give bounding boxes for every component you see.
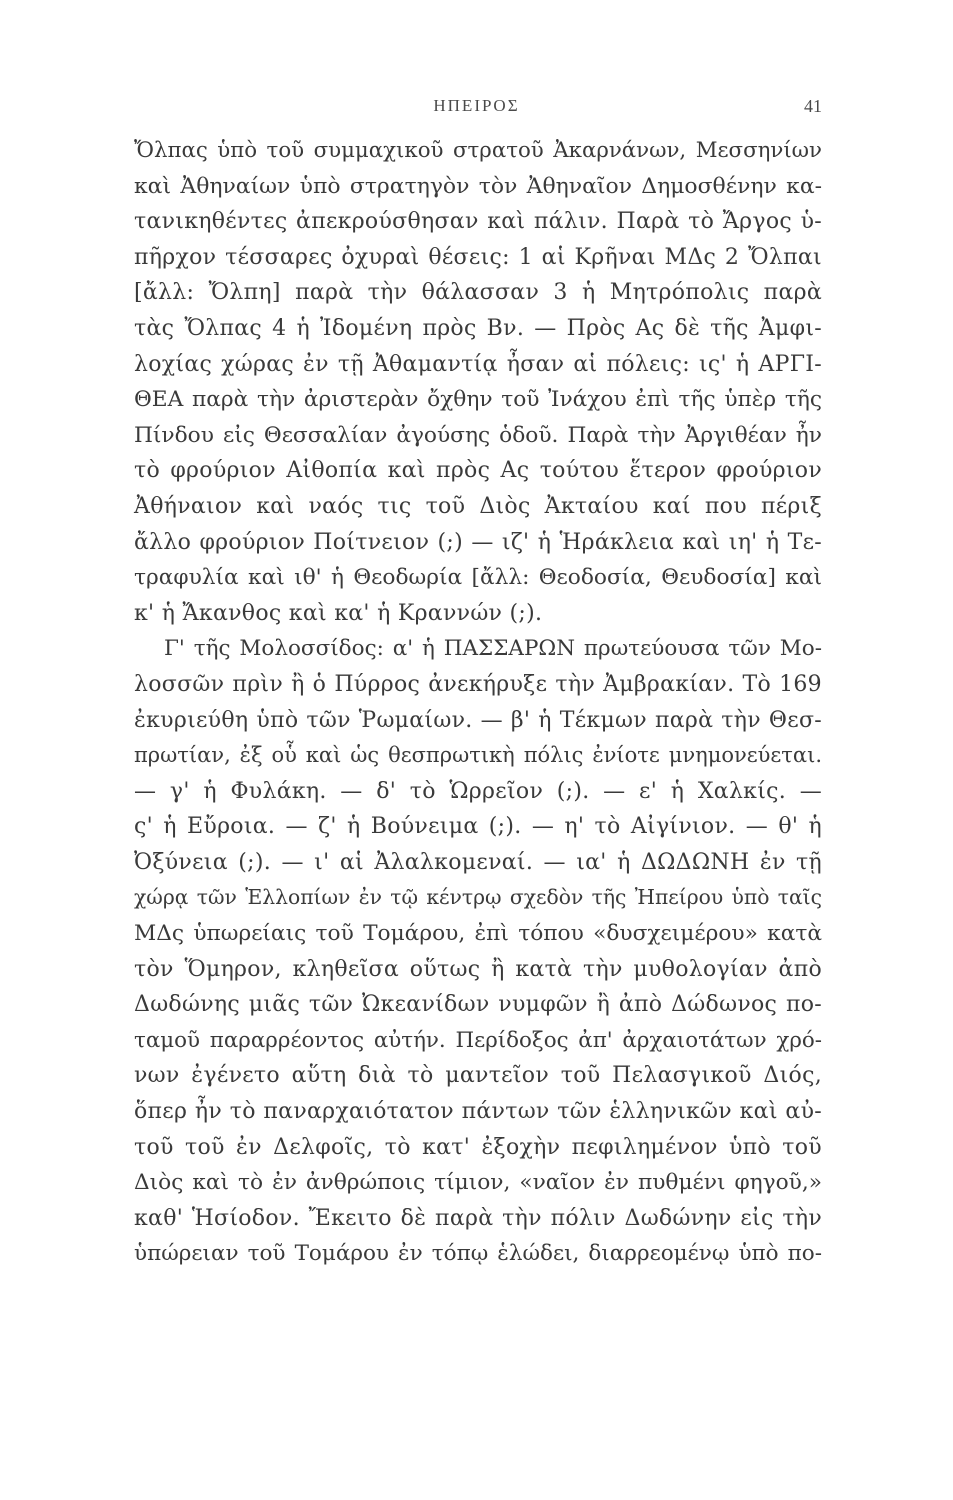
text-line: [ἄλλ: Ὄλπη] παρὰ τὴν θάλασσαν 3 ἡ Μητρόπολις παρὰ — [134, 280, 822, 306]
text-line: — γ' ἡ Φυλάκη. — δ' τὸ Ὡρρεῖον (;). — ε' ἡ Χαλκίς. — — [134, 778, 822, 804]
text-line: τὰς Ὄλπας 4 ἡ Ἰδομένη πρὸς Βν. — Πρὸς Ας δὲ τῆς Ἀμφι- — [134, 315, 822, 341]
text-line: Δωδώνης μιᾶς τῶν Ὠκεανίδων νυμφῶν ἢ ἀπὸ Δώδωνος πο- — [134, 992, 822, 1018]
text-line: καθ' Ἡσίοδον. Ἔκειτο δὲ παρὰ τὴν πόλιν Δωδώνην εἰς τὴν — [134, 1205, 822, 1231]
text-line: Ἀθήναιον καὶ ναός τις τοῦ Διὸς Ἀκταίου καί που πέριξ — [134, 493, 822, 519]
text-line: λοχίας χώρας ἐν τῇ Ἀθαμαντίᾳ ἦσαν αἱ πόλεις: ις' ἡ ΑΡΓΙ- — [134, 351, 822, 377]
text-line: Διὸς καὶ τὸ ἐν ἀνθρώποις τίμιον, «ναῖον ἐν πυθμένι φηγοῦ,» — [134, 1170, 822, 1196]
text-line: ς' ἡ Εὔροια. — ζ' ἡ Βούνειμα (;). — η' τὸ Αἰγίνιον. — θ' ἡ — [134, 814, 822, 840]
text-line: ὑπώρειαν τοῦ Τομάρου ἐν τόπῳ ἑλώδει, διαρρεομένῳ ὑπὸ πο- — [134, 1241, 822, 1267]
text-line: πρωτίαν, ἐξ οὗ καὶ ὡς θεσπρωτικὴ πόλις ἐνίοτε μνημονεύεται. — [134, 743, 822, 768]
text-line: τανικηθέντες ἀπεκρούσθησαν καὶ πάλιν. Παρὰ τὸ Ἄργος ὑ- — [134, 209, 822, 235]
text-line: πῆρχον τέσσαρες ὀχυραὶ θέσεις: 1 αἱ Κρῆναι ΜΔς 2 Ὄλπαι — [134, 244, 822, 270]
text-line: κ' ἡ Ἄκανθος καὶ κα' ἡ Κραννών (;). — [134, 600, 543, 626]
text-line: Ὄλπας ὑπὸ τοῦ συμμαχικοῦ στρατοῦ Ἀκαρνάνων, Μεσσηνίων — [134, 138, 822, 163]
running-head-title: ΗΠΕΙΡΟΣ — [433, 96, 520, 115]
body-text — [134, 133, 822, 1272]
running-head — [0, 96, 953, 126]
text-line: ὅπερ ἦν τὸ παναρχαιότατον πάντων τῶν ἑλληνικῶν καὶ αὐ- — [134, 1099, 822, 1125]
text-line: λοσσῶν πρὶν ἢ ὁ Πύρρος ἀνεκήρυξε τὴν Ἀμβρακίαν. Τὸ 169 — [134, 671, 822, 697]
text-line: τραφυλία καὶ ιθ' ἡ Θεοδωρία [ἄλλ: Θεοδοσία, Θευδοσία] καὶ — [134, 565, 822, 591]
text-line: ΘΕΑ παρὰ τὴν ἀριστερὰν ὄχθην τοῦ Ἰνάχου ἐπὶ τῆς ὑπὲρ τῆς — [134, 387, 822, 413]
text-line: τοῦ τοῦ ἐν Δελφοῖς, τὸ κατ' ἐξοχὴν πεφιλημένον ὑπὸ τοῦ — [134, 1134, 822, 1160]
text-line: καὶ Ἀθηναίων ὑπὸ στρατηγὸν τὸν Ἀθηναῖον Δημοσθένην κα- — [134, 173, 822, 199]
text-line: Πίνδου εἰς Θεσσαλίαν ἀγούσης ὁδοῦ. Παρὰ τὴν Ἀργιθέαν ἦν — [134, 422, 822, 448]
text-line: ἄλλο φρούριον Ποίτνειον (;) — ιζ' ἡ Ἡράκλεια καὶ ιη' ἡ Τε- — [134, 529, 822, 555]
text-line: τὸ φρούριον Αἰθοπία καὶ πρὸς Ας τούτου ἕτερον φρούριον — [134, 458, 822, 484]
text-line: ΜΔς ὑπωρείαις τοῦ Τομάρου, ἐπὶ τόπου «δυσχειμέρου» κατὰ — [134, 921, 822, 947]
page-number: 41 — [804, 96, 822, 116]
paragraph-start-line: Γ' τῆς Μολοσσίδος: α' ἡ ΠΑΣΣΑΡΩΝ πρωτεύουσα τῶν Μο- — [164, 636, 822, 662]
text-line: νων ἐγένετο αὕτη διὰ τὸ μαντεῖον τοῦ Πελασγικοῦ Διός, — [134, 1063, 822, 1089]
text-line: Ὀξύνεια (;). — ι' αἱ Ἀλαλκομεναί. — ια' ἡ ΔΩΔΩΝΗ ἐν τῇ — [134, 849, 822, 875]
text-line: ταμοῦ παραρρέοντος αὐτήν. Περίδοξος ἀπ' ἀρχαιοτάτων χρό- — [134, 1027, 822, 1053]
text-line: χώρᾳ τῶν Ἑλλοπίων ἐν τῷ κέντρῳ σχεδὸν τῆς Ἠπείρου ὑπὸ ταῖς — [134, 885, 822, 910]
text-line: ἐκυριεύθη ὑπὸ τῶν Ῥωμαίων. — β' ἡ Τέκμων παρὰ τὴν Θεσ- — [134, 707, 822, 733]
text-line: τὸν Ὅμηρον, κληθεῖσα οὕτως ἢ κατὰ τὴν μυθολογίαν ἀπὸ — [134, 956, 822, 982]
